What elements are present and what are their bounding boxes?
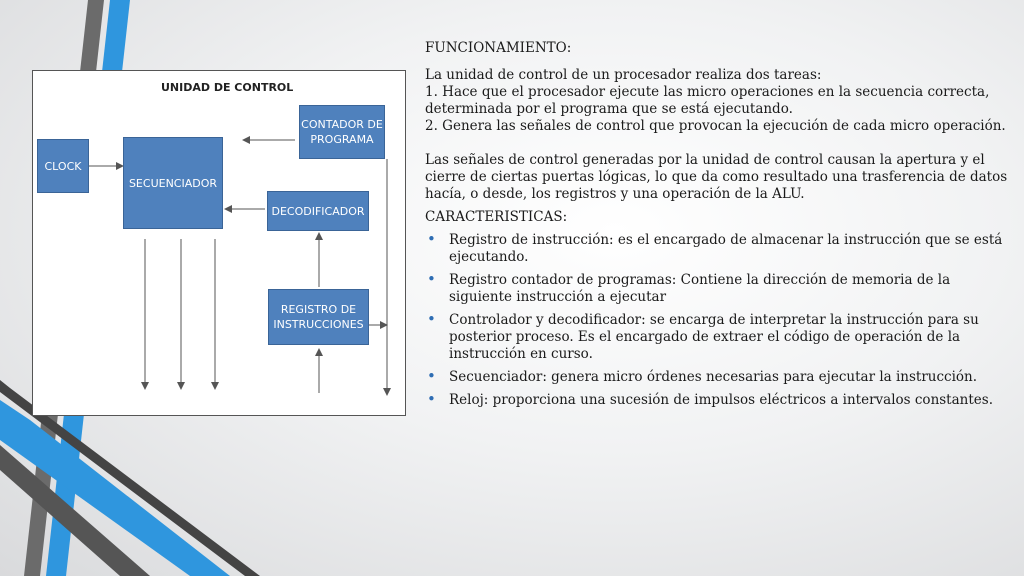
item-desc: : proporciona una sucesión de impulsos eléctricos a intervalos constantes. <box>483 392 993 408</box>
bullet-icon: • <box>427 310 436 328</box>
item-term: Registro de instrucción <box>449 232 610 248</box>
box-clock: CLOCK <box>37 139 89 193</box>
list-item <box>425 232 1010 266</box>
list-item <box>425 369 1010 386</box>
characteristics-list <box>425 232 1010 409</box>
task-2-text: 2. Genera las señales de control que provocan la ejecución de cada micro operación. <box>425 118 1006 134</box>
section-heading-caracteristicas: CARACTERISTICAS: <box>425 209 568 225</box>
bullet-icon: • <box>427 367 436 385</box>
item-term: Secuenciador <box>449 369 543 385</box>
list-item <box>425 272 1010 306</box>
box-decodificador: DECODIFICADOR <box>267 191 369 231</box>
item-desc: : Contiene la dirección de memoria de la siguiente instrucción a ejecutar <box>449 272 951 305</box>
list-item <box>425 312 1010 363</box>
task-1-text: 1. Hace que el procesador ejecute las micro operaciones en la secuencia correcta, determinada por el programa que se está ejecutando. <box>425 84 990 117</box>
box-contador-programa: CONTADOR DE PROGRAMA <box>299 105 385 159</box>
box-registro-instrucciones: REGISTRO DE INSTRUCCIONES <box>268 289 369 345</box>
section-heading-funcionamiento: FUNCIONAMIENTO: <box>425 40 572 56</box>
list-item <box>425 392 1010 409</box>
item-desc: : genera micro órdenes necesarias para ejecutar la instrucción. <box>542 369 978 385</box>
item-desc: : se encarga de interpretar la instrucción para su posterior proceso. Es el encargado de extraer el código de operación de la instrucción en curso. <box>449 312 979 362</box>
bullet-icon: • <box>427 230 436 248</box>
signals-paragraph: Las señales de control generadas por la unidad de control causan la apertura y el cierre de ciertas puertas lógicas, lo que da como resultado una trasferencia de datos hacía, o desde, los registros y una operación de la ALU. <box>425 152 1008 202</box>
bullet-icon: • <box>427 390 436 408</box>
box-secuenciador: SECUENCIADOR <box>123 137 223 229</box>
item-term: Reloj <box>449 392 484 408</box>
diagram-title: UNIDAD DE CONTROL <box>161 81 294 94</box>
item-term: Controlador y decodificador <box>449 312 642 328</box>
control-unit-diagram <box>32 70 406 416</box>
item-term: Registro contador de programas <box>449 272 672 288</box>
item-desc: : es el encargado de almacenar la instrucción que se está ejecutando. <box>449 232 1003 265</box>
bullet-icon: • <box>427 270 436 288</box>
intro-text: La unidad de control de un procesador realiza dos tareas: <box>425 67 822 83</box>
text-content <box>425 40 1010 415</box>
